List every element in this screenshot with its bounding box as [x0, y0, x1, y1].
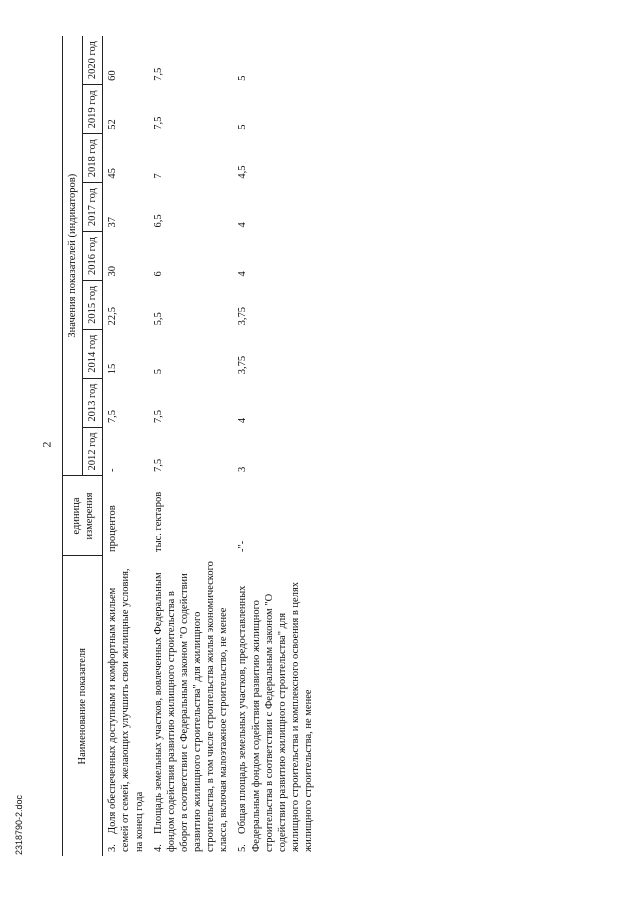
row-unit: -"-	[237, 540, 249, 552]
table-row	[233, 36, 318, 856]
row-value: -	[107, 468, 119, 472]
header-year: 2019 год	[83, 85, 103, 134]
header-year: 2017 год	[83, 183, 103, 232]
row-value: 22,5	[107, 306, 119, 326]
row-value: 7,5	[152, 409, 164, 424]
page-number: 2	[39, 441, 54, 448]
header-values-group: Значения показателей (индикаторов)	[63, 36, 83, 476]
document-filename: 2318790-2.doc	[14, 794, 24, 855]
row-unit: процентов	[107, 505, 119, 552]
row-value: 5	[152, 368, 164, 375]
row-value: 5,5	[152, 312, 164, 326]
header-year: 2016 год	[83, 232, 103, 281]
row-value: 45	[107, 168, 119, 179]
row-name-cell	[103, 556, 149, 856]
row-value: 6,5	[152, 214, 164, 228]
row-value: 7	[152, 173, 164, 179]
header-year: 2012 год	[83, 427, 103, 476]
row-name: Доля обеспеченных доступным и комфортным жильем семей от семей, желающих улучшить свои жилищные условия, на конец года	[107, 568, 145, 852]
row-name: Площадь земельных участков, вовлеченных Федеральным фондом содействия развитию жилищного строительства в оборот в соответствии с Федеральным законом "О содействии развитию жилищного строительства" для жилищного строительства, в том числе строительства жилья экономического класса, включая малоэтажное строительство, не менее	[152, 561, 230, 852]
row-value: 5	[237, 124, 249, 130]
row-name: Общая площадь земельных участков, предоставленных Федеральным фондом содействия развитию жилищного строительства в соответствии с Федеральным законом "О содействии развитию жилищного строительства" для жилищного строительства и комплексного освоения в целях жилищного строительства, не менее	[237, 581, 314, 852]
row-number: 4.	[152, 844, 164, 852]
row-unit: тыс. гектаров	[152, 491, 164, 552]
header-year: 2020 год	[83, 36, 103, 85]
row-value: 4,5	[237, 165, 249, 179]
row-number: 3.	[107, 844, 119, 852]
header-year: 2018 год	[83, 134, 103, 183]
row-value: 3,75	[237, 355, 249, 375]
row-name-cell	[233, 556, 318, 856]
header-year: 2015 год	[83, 280, 103, 329]
header-name: Наименование показателя	[63, 556, 103, 856]
indicators-table	[62, 36, 318, 856]
row-value: 4	[237, 417, 249, 424]
row-value: 4	[237, 271, 249, 277]
row-value: 7,5	[152, 116, 164, 130]
row-name-cell	[149, 556, 234, 856]
row-value: 30	[107, 265, 119, 277]
row-value: 15	[107, 363, 119, 375]
row-value: 52	[107, 119, 119, 130]
table-row	[103, 36, 149, 856]
row-value: 3,75	[237, 306, 249, 326]
header-year: 2013 год	[83, 378, 103, 427]
row-value: 4	[237, 222, 249, 228]
indicator-table-sheet	[62, 36, 622, 856]
row-value: 7,5	[107, 409, 119, 424]
row-value: 6	[152, 271, 164, 277]
table-row	[149, 36, 234, 856]
row-value: 3	[237, 466, 249, 472]
row-value: 5	[237, 75, 249, 81]
row-value: 37	[107, 217, 119, 228]
row-value: 7,5	[152, 458, 164, 472]
row-number: 5.	[237, 844, 249, 852]
header-unit: единица измерения	[63, 476, 103, 556]
row-value: 60	[107, 70, 119, 81]
row-value: 7,5	[152, 67, 164, 81]
header-year: 2014 год	[83, 329, 103, 378]
